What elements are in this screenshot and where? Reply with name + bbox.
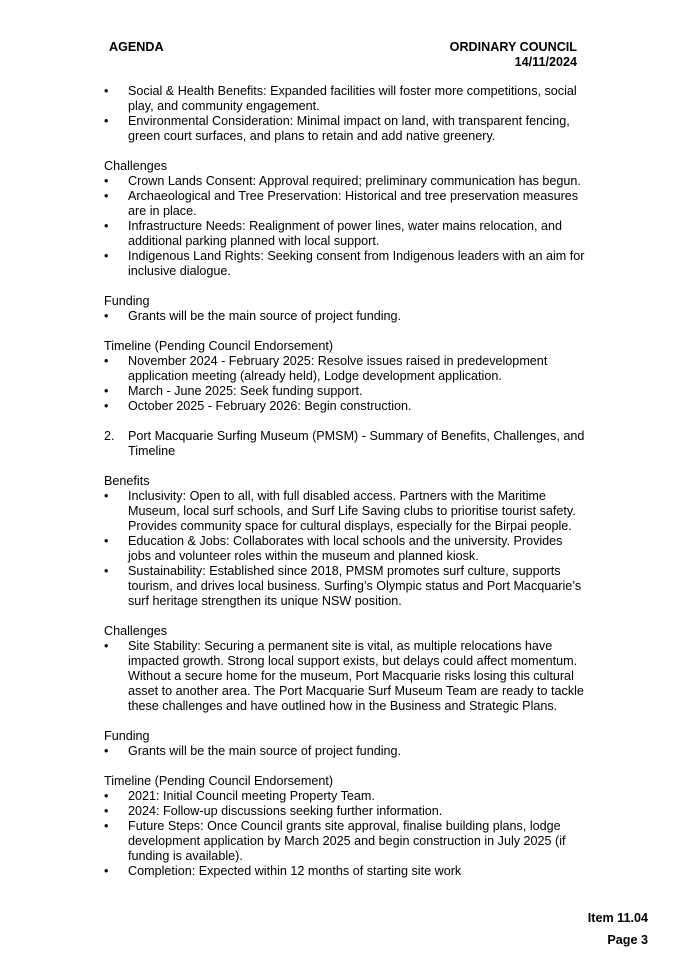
list-item: • Environmental Consideration: Minimal impact on land, with transparent fencing, green court surfaces, and plans to retain and add native greenery. bbox=[104, 114, 570, 143]
footer-item-number: Item 11.04 bbox=[587, 911, 648, 925]
header-council: ORDINARY COUNCIL bbox=[449, 40, 577, 54]
list-item: • Completion: Expected within 12 months of starting site work bbox=[104, 864, 462, 878]
funding-list bbox=[104, 309, 589, 324]
timeline-list bbox=[104, 354, 589, 414]
item-title: Port Macquarie Surfing Museum (PMSM) - Summary of Benefits, Challenges, and Timeline bbox=[128, 429, 585, 458]
list-item: • Crown Lands Consent: Approval required; preliminary communication has begun. bbox=[104, 174, 581, 188]
funding-section bbox=[104, 294, 589, 324]
section-heading: Timeline (Pending Council Endorsement) bbox=[104, 774, 334, 788]
list-item: • Indigenous Land Rights: Seeking consent from Indigenous leaders with an aim for inclusive dialogue. bbox=[104, 249, 585, 278]
numbered-item bbox=[104, 429, 589, 459]
list-item: • 2024: Follow-up discussions seeking further information. bbox=[104, 804, 443, 818]
challenges-section bbox=[104, 159, 589, 279]
list-item: • Sustainability: Established since 2018, PMSM promotes surf culture, supports tourism, and drives local business. Surfing’s Olympic status and Port Macquarie’s surf heritage strengthen its unique NSW position. bbox=[104, 564, 582, 608]
challenges-list bbox=[104, 174, 589, 279]
timeline-list bbox=[104, 789, 589, 879]
benefits-list bbox=[104, 489, 589, 609]
funding-list bbox=[104, 744, 589, 759]
list-item: • Social & Health Benefits: Expanded facilities will foster more competitions, social play, and community engagement. bbox=[104, 84, 577, 113]
section-heading: Timeline (Pending Council Endorsement) bbox=[104, 339, 334, 353]
benefits-list bbox=[104, 84, 589, 144]
list-item: • Grants will be the main source of project funding. bbox=[104, 309, 402, 323]
list-item: • Infrastructure Needs: Realignment of power lines, water mains relocation, and additional parking planned with local support. bbox=[104, 219, 562, 248]
list-item: • October 2025 - February 2026: Begin construction. bbox=[104, 399, 412, 413]
header-meeting bbox=[450, 40, 577, 70]
challenges-section bbox=[104, 624, 589, 714]
section-heading: Funding bbox=[104, 294, 150, 308]
list-item: • Grants will be the main source of project funding. bbox=[104, 744, 402, 758]
section-heading: Challenges bbox=[104, 159, 168, 173]
list-item: • Site Stability: Securing a permanent site is vital, as multiple relocations have impacted growth. Strong local support exists, but delays could affect momentum. Without a secure home for the museum, Port Macquarie risks losing this cultural asset to another area. The Port Macquarie Surf Museum Team are ready to tackle these challenges and have outlined how in the Business and Strategic Plans. bbox=[104, 639, 584, 713]
header-date: 14/11/2024 bbox=[514, 55, 577, 69]
list-item: • 2021: Initial Council meeting Property Team. bbox=[104, 789, 375, 803]
challenges-list bbox=[104, 639, 589, 714]
item-number: 2. bbox=[104, 429, 115, 443]
list-item: • Education & Jobs: Collaborates with local schools and the university. Provides jobs and volunteer roles within the museum and planned kiosk. bbox=[104, 534, 563, 563]
list-item: • Inclusivity: Open to all, with full disabled access. Partners with the Maritime Museum, local surf schools, and Surf Life Saving clubs to prioritise tourist safety. Provides community space for cultural displays, especially for the Birpai people. bbox=[104, 489, 576, 533]
section-heading: Benefits bbox=[104, 474, 150, 488]
benefits-continued bbox=[104, 84, 589, 144]
timeline-section bbox=[104, 774, 589, 879]
list-item: • Archaeological and Tree Preservation: Historical and tree preservation measures are in place. bbox=[104, 189, 579, 218]
list-item: • Future Steps: Once Council grants site approval, finalise building plans, lodge development application by March 2025 and begin construction in July 2025 (if funding is available). bbox=[104, 819, 566, 863]
agenda-body bbox=[104, 84, 589, 894]
timeline-section bbox=[104, 339, 589, 414]
header-agenda: AGENDA bbox=[109, 40, 164, 54]
list-item: • November 2024 - February 2025: Resolve issues raised in predevelopment application meeting (already held), Lodge development application. bbox=[104, 354, 548, 383]
section-heading: Funding bbox=[104, 729, 150, 743]
funding-section bbox=[104, 729, 589, 759]
footer-page-number: Page 3 bbox=[607, 933, 648, 947]
benefits-section bbox=[104, 474, 589, 609]
list-item: • March - June 2025: Seek funding support. bbox=[104, 384, 363, 398]
section-heading: Challenges bbox=[104, 624, 168, 638]
